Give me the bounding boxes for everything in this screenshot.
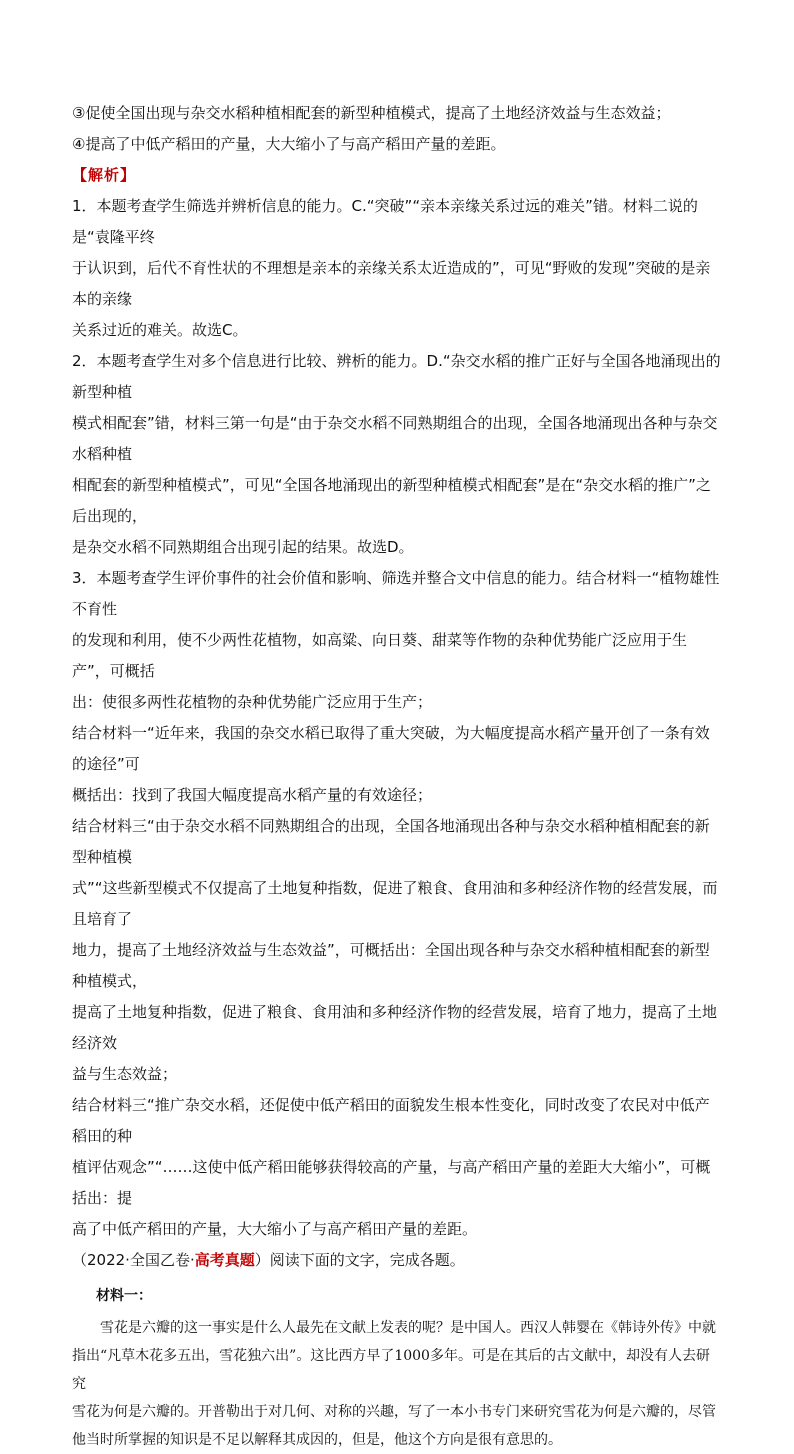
analysis-line: 植评估观念”“……这使中低产稻田能够获得较高的产量，与高产稻田产量的差距大大缩小”，可概括出：提 (72, 1158, 711, 1207)
analysis-line: 2．本题考查学生对多个信息进行比较、辨析的能力。D.“杂交水稻的推广正好与全国各地涌现出的新型种植 (72, 352, 721, 401)
analysis-line: 结合材料一“近年来，我国的杂交水稻已取得了重大突破，为大幅度提高水稻产量开创了一条有效的途径”可 (72, 724, 710, 773)
analysis-line: 高了中低产稻田的产量，大大缩小了与高产稻田产量的差距。 (72, 1220, 478, 1238)
source-prefix: （2022·全国乙卷· (72, 1251, 195, 1269)
analysis-line: 相配套的新型种植模式”，可见“全国各地涌现出的新型种植模式相配套”是在“杂交水稻的推广”之后出现的， (72, 476, 711, 525)
analysis-line: 的发现和利用，使不少两性花植物，如高粱、向日葵、甜菜等作物的杂种优势能广泛应用于生产”，可概括 (72, 631, 688, 680)
document-page (72, 98, 722, 1454)
analysis-line: 地力，提高了土地经济效益与生态效益”，可概括出：全国出现各种与杂交水稻种植相配套的新型种植模式， (72, 941, 710, 990)
material-line: 雪花为何是六瓣的。开普勒出于对几何、对称的兴趣，写了一本小书专门来研究雪花为何是六瓣的，尽管 (72, 1404, 716, 1420)
analysis-line: 出：使很多两性花植物的杂种优势能广泛应用于生产； (72, 693, 433, 711)
question-source (72, 1245, 722, 1276)
analysis-line: 结合材料三“由于杂交水稻不同熟期组合的出现，全国各地涌现出各种与杂交水稻种植相配套的新型种植模 (72, 817, 710, 866)
analysis-line: 益与生态效益； (72, 1065, 178, 1083)
analysis-line: 关系过近的难关。故选C。 (72, 321, 248, 339)
analysis-heading: 【解析】 (72, 166, 137, 184)
analysis-body (72, 191, 722, 1245)
analysis-line: 1．本题考查学生筛选并辨析信息的能力。C.“突破”“亲本亲缘关系过远的难关”错。材料二说的是“袁隆平终 (72, 197, 698, 246)
answer-item-3: ③促使全国出现与杂交水稻种植相配套的新型种植模式，提高了土地经济效益与生态效益； (72, 104, 671, 122)
analysis-line: 是杂交水稻不同熟期组合出现引起的结果。故选D。 (72, 538, 414, 556)
analysis-line: 提高了土地复种指数，促进了粮食、食用油和多种经济作物的经营发展，培育了地力，提高了土地经济效 (72, 1003, 718, 1052)
material-title: 材料一： (96, 1288, 152, 1304)
material-line: 他当时所掌握的知识是不足以解释其成因的，但是，他这个方向是很有意思的。 (72, 1432, 562, 1448)
analysis-line: 概括出：找到了我国大幅度提高水稻产量的有效途径； (72, 786, 433, 804)
answer-item-4: ④提高了中低产稻田的产量，大大缩小了与高产稻田产量的差距。 (72, 135, 506, 153)
analysis-line: 式”“这些新型模式不仅提高了土地复种指数，促进了粮食、食用油和多种经济作物的经营发展，而且培育了 (72, 879, 718, 928)
analysis-line: 3．本题考查学生评价事件的社会价值和影响、筛选并整合文中信息的能力。结合材料一“植物雄性不育性 (72, 569, 720, 618)
source-suffix: ）阅读下面的文字，完成各题。 (254, 1251, 465, 1269)
source-title: 高考真题 (194, 1251, 255, 1269)
material-section (72, 1282, 722, 1454)
analysis-line: 于认识到，后代不育性状的不理想是亲本的亲缘关系太近造成的”，可见“野败的发现”突破的是亲本的亲缘 (72, 259, 711, 308)
material-line: 雪花是六瓣的这一事实是什么人最先在文献上发表的呢？是中国人。西汉人韩婴在《韩诗外传》中就 (100, 1320, 716, 1336)
material-line: 指出“凡草木花多五出，雪花独六出”。这比西方早了1000多年。可是在其后的古文献中，却没有人去研究 (72, 1348, 710, 1392)
material-paragraph (72, 1314, 722, 1454)
analysis-line: 模式相配套”错，材料三第一句是“由于杂交水稻不同熟期组合的出现，全国各地涌现出各种与杂交水稻种植 (72, 414, 718, 463)
analysis-line: 结合材料三“推广杂交水稻，还促使中低产稻田的面貌发生根本性变化，同时改变了农民对中低产稻田的种 (72, 1096, 710, 1145)
